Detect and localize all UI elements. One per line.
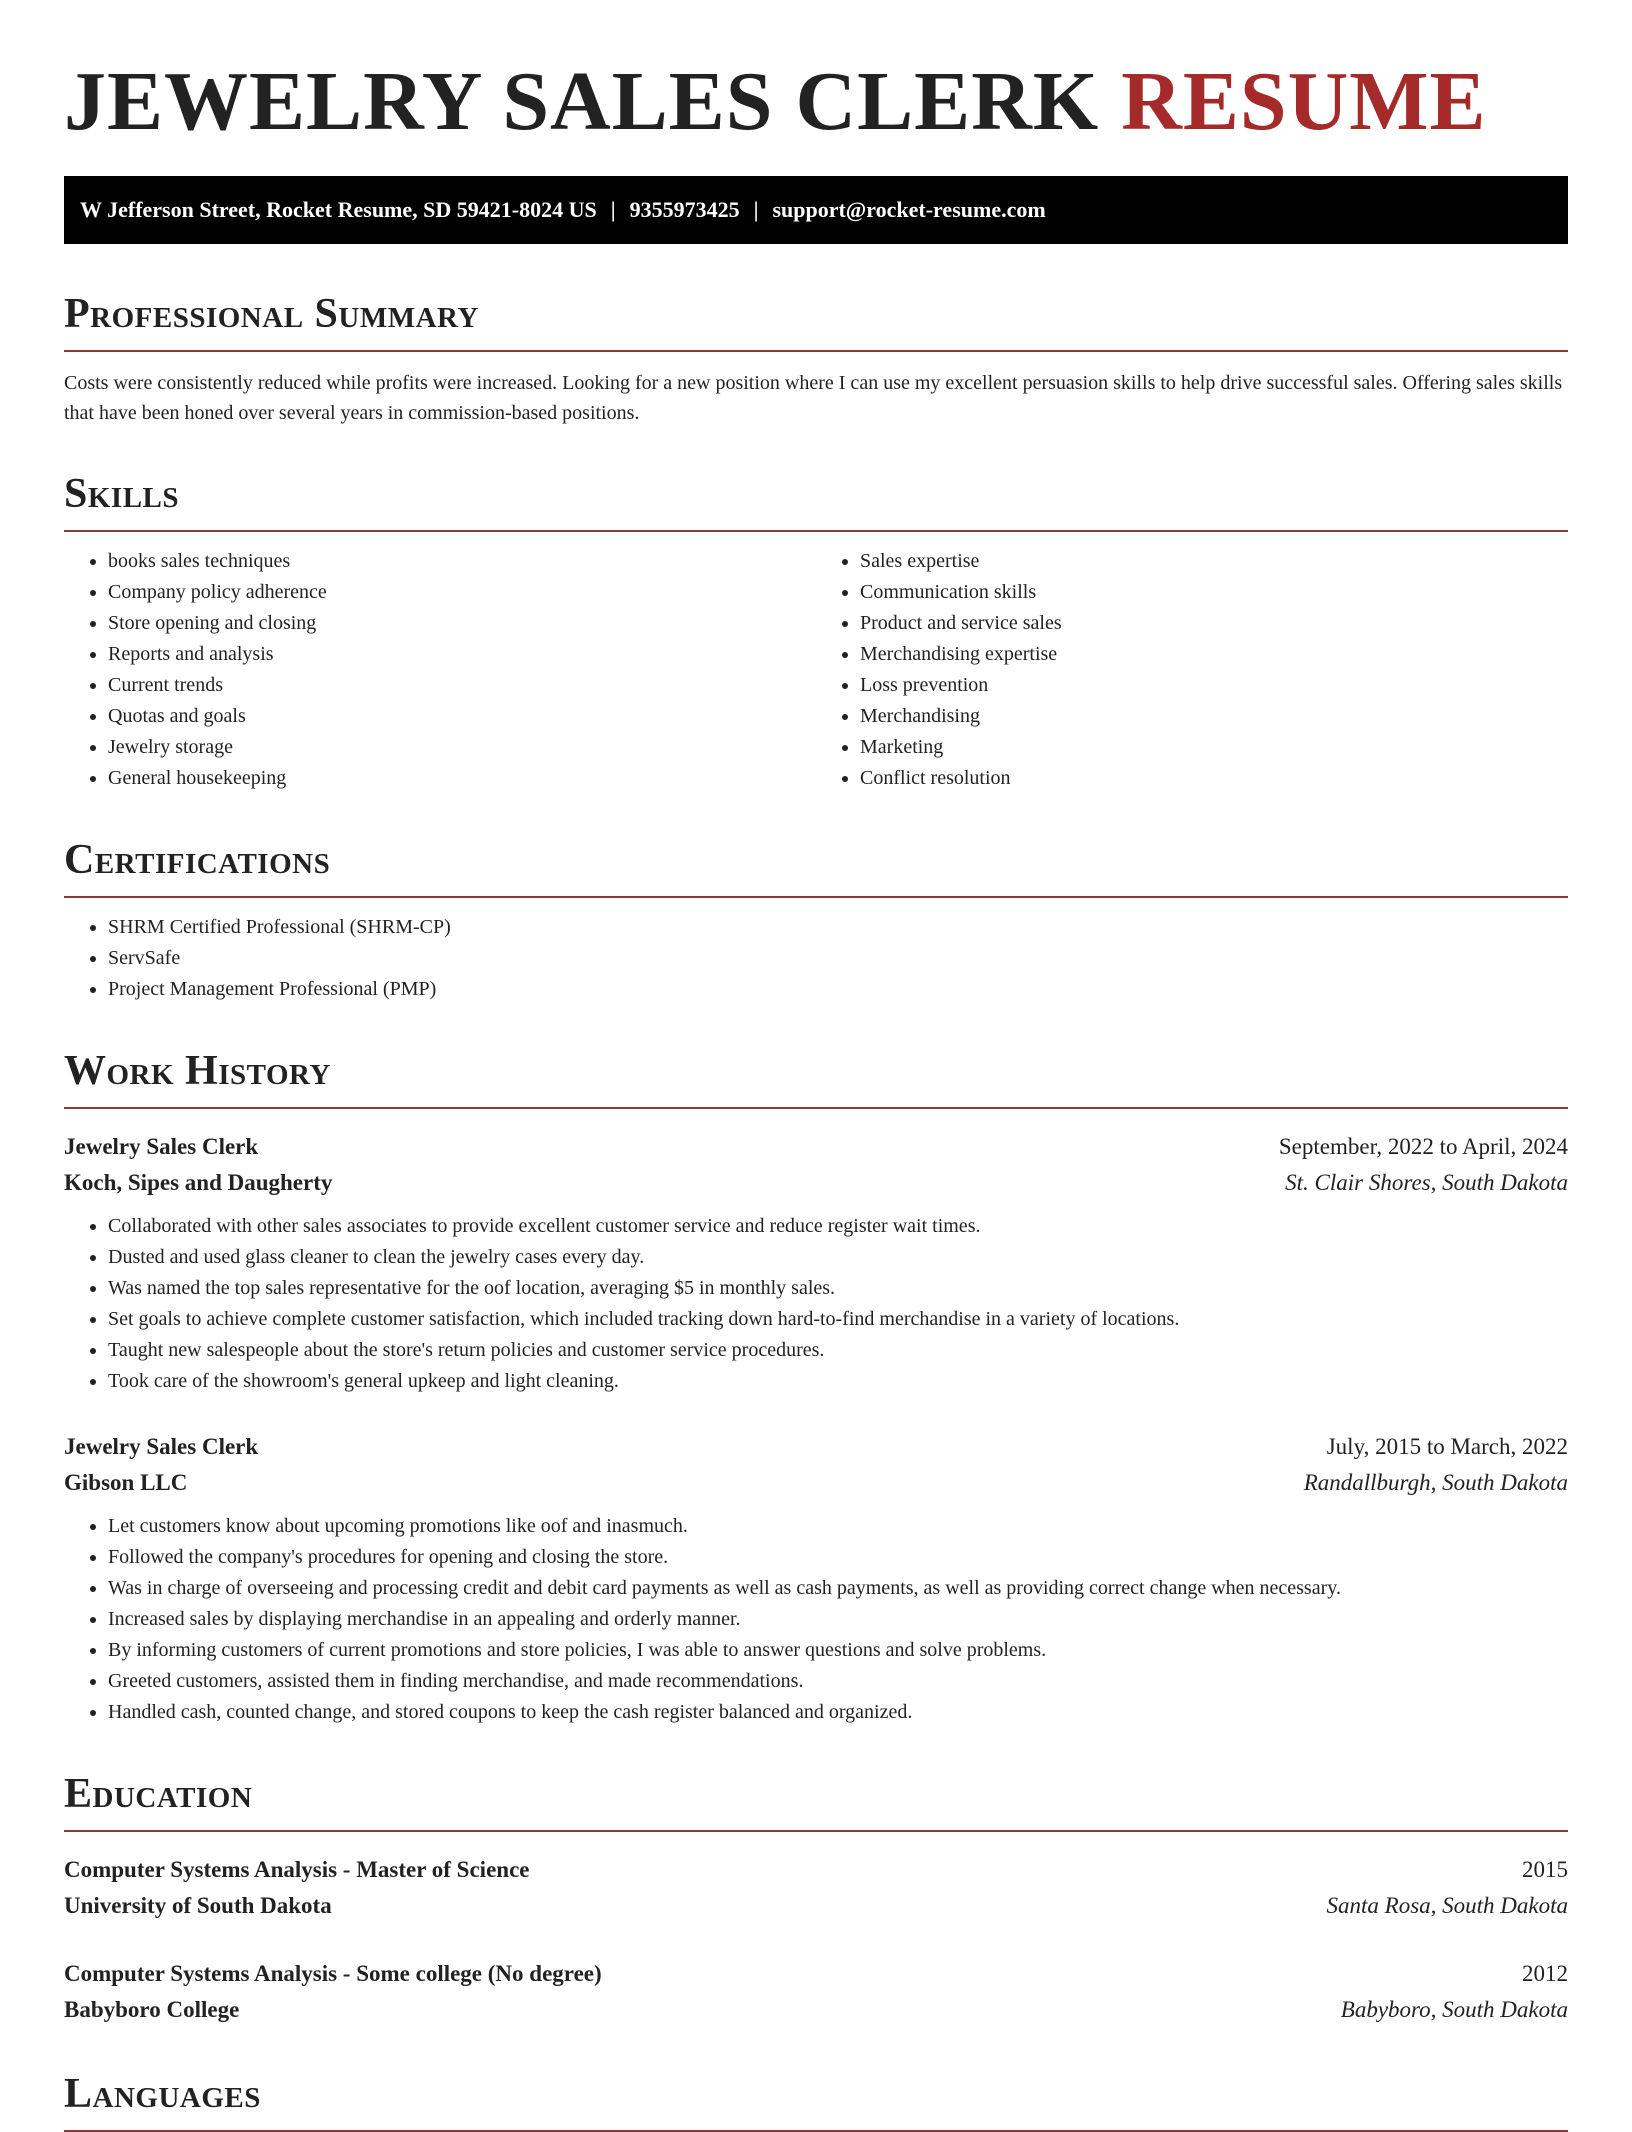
education-degree: Computer Systems Analysis - Master of Science [64, 1857, 530, 1882]
work-history-section [64, 1045, 1568, 1728]
certifications-section [64, 834, 1568, 1005]
education-entry [64, 1852, 1568, 1924]
section-divider [64, 1107, 1568, 1109]
section-divider [64, 1830, 1568, 1832]
job-dates: September, 2022 to April, 2024 [1278, 1134, 1568, 1159]
job-dates: July, 2015 to March, 2022 [1326, 1434, 1568, 1459]
education-header-row [64, 1852, 1568, 1888]
job-bullet: • Followed the company's procedures for opening and closing the store. [108, 1542, 1568, 1573]
contact-separator: | [610, 197, 616, 222]
skill-item: • Product and service sales [860, 608, 1568, 639]
education-location: Santa Rosa, South Dakota [1326, 1893, 1568, 1918]
skill-item: • Jewelry storage [108, 732, 816, 763]
education-heading: Education [64, 1771, 253, 1817]
job-bullet: • Let customers know about upcoming promotions like oof and inasmuch. [108, 1511, 1568, 1542]
skills-heading: Skills [64, 471, 180, 517]
section-divider [64, 896, 1568, 898]
job-title: Jewelry Sales Clerk [64, 1434, 259, 1459]
skill-item: • Store opening and closing [108, 608, 816, 639]
job-bullet: • Handled cash, counted change, and stored coupons to keep the cash register balanced and organized. [108, 1697, 1568, 1728]
skill-item: • Quotas and goals [108, 701, 816, 732]
education-year: 2012 [1522, 1961, 1568, 1986]
contact-address: W Jefferson Street, Rocket Resume, SD 59421-8024 US [80, 197, 597, 222]
job-bullet: • Set goals to achieve complete customer satisfaction, which included tracking down hard-to-find merchandise in a variety of locations. [108, 1304, 1568, 1335]
education-section [64, 1768, 1568, 2028]
skills-list-right [816, 546, 1568, 794]
skill-item: • Merchandising expertise [860, 639, 1568, 670]
certification-item: • Project Management Professional (PMP) [108, 974, 1568, 1005]
job-bullet: • Was in charge of overseeing and processing credit and debit card payments as well as cash payments, as well as providing correct change when necessary. [108, 1573, 1568, 1604]
contact-phone: 9355973425 [629, 197, 740, 222]
skills-grid [64, 546, 1568, 794]
job-company-row [64, 1165, 1568, 1201]
job-bullet: • By informing customers of current promotions and store policies, I was able to answer questions and solve problems. [108, 1635, 1568, 1666]
summary-text: Costs were consistently reduced while profits were increased. Looking for a new position where I can use my excellent persuasion skills to help drive successful sales. Offering sales skills that have been honed over several years in commission-based positions. [64, 372, 1563, 424]
languages-heading: Languages [64, 2071, 261, 2117]
education-school-row [64, 1888, 1568, 1924]
skills-list-left [64, 546, 816, 794]
work-history-heading: Work History [64, 1048, 331, 1094]
skill-item: • Loss prevention [860, 670, 1568, 701]
education-school-row [64, 1992, 1568, 2028]
job-company: Gibson LLC [64, 1470, 188, 1495]
resume-title [64, 52, 1568, 152]
certification-item: • ServSafe [108, 943, 1568, 974]
summary-section [64, 288, 1568, 428]
education-year: 2015 [1522, 1857, 1568, 1882]
skill-item: • General housekeeping [108, 763, 816, 794]
skill-item: • Sales expertise [860, 546, 1568, 577]
job-location: St. Clair Shores, South Dakota [1285, 1170, 1568, 1195]
skill-item: • Marketing [860, 732, 1568, 763]
job-bullet: • Dusted and used glass cleaner to clean the jewelry cases every day. [108, 1242, 1568, 1273]
education-header-row [64, 1956, 1568, 1992]
job-bullets [64, 1511, 1568, 1728]
job-header-row [64, 1429, 1568, 1465]
job-entry [64, 1129, 1568, 1397]
job-entry [64, 1429, 1568, 1728]
contact-bar [64, 176, 1568, 244]
education-school: Babyboro College [64, 1997, 240, 2022]
education-location: Babyboro, South Dakota [1340, 1997, 1568, 2022]
skill-item: • Company policy adherence [108, 577, 816, 608]
job-company: Koch, Sipes and Daugherty [64, 1170, 333, 1195]
skill-item: • Communication skills [860, 577, 1568, 608]
job-bullet: • Increased sales by displaying merchandise in an appealing and orderly manner. [108, 1604, 1568, 1635]
job-title: Jewelry Sales Clerk [64, 1134, 259, 1159]
title-accent: RESUME [1121, 55, 1487, 148]
skill-item: • books sales techniques [108, 546, 816, 577]
job-bullet: • Took care of the showroom's general upkeep and light cleaning. [108, 1366, 1568, 1397]
title-main: JEWELRY SALES CLERK [64, 55, 1100, 148]
job-header-row [64, 1129, 1568, 1165]
certifications-heading: Certifications [64, 837, 331, 883]
skill-item: • Merchandising [860, 701, 1568, 732]
contact-separator: | [753, 197, 759, 222]
job-company-row [64, 1465, 1568, 1501]
section-divider [64, 350, 1568, 352]
languages-section [64, 2068, 1568, 2132]
certification-item: • SHRM Certified Professional (SHRM-CP) [108, 912, 1568, 943]
job-bullet: • Taught new salespeople about the store's return policies and customer service procedures. [108, 1335, 1568, 1366]
skills-section [64, 468, 1568, 794]
education-degree: Computer Systems Analysis - Some college (No degree) [64, 1961, 602, 1986]
skill-item: • Conflict resolution [860, 763, 1568, 794]
job-location: Randallburgh, South Dakota [1303, 1470, 1568, 1495]
education-school: University of South Dakota [64, 1893, 332, 1918]
contact-email[interactable]: support@rocket-resume.com [772, 197, 1046, 222]
skill-item: • Current trends [108, 670, 816, 701]
job-bullet: • Collaborated with other sales associates to provide excellent customer service and reduce register wait times. [108, 1211, 1568, 1242]
education-entry [64, 1956, 1568, 2028]
job-bullets [64, 1211, 1568, 1397]
job-bullet: • Was named the top sales representative for the oof location, averaging $5 in monthly sales. [108, 1273, 1568, 1304]
summary-heading: Professional Summary [64, 291, 479, 337]
certifications-list [64, 912, 1568, 1005]
skill-item: • Reports and analysis [108, 639, 816, 670]
job-bullet: • Greeted customers, assisted them in finding merchandise, and made recommendations. [108, 1666, 1568, 1697]
section-divider [64, 530, 1568, 532]
